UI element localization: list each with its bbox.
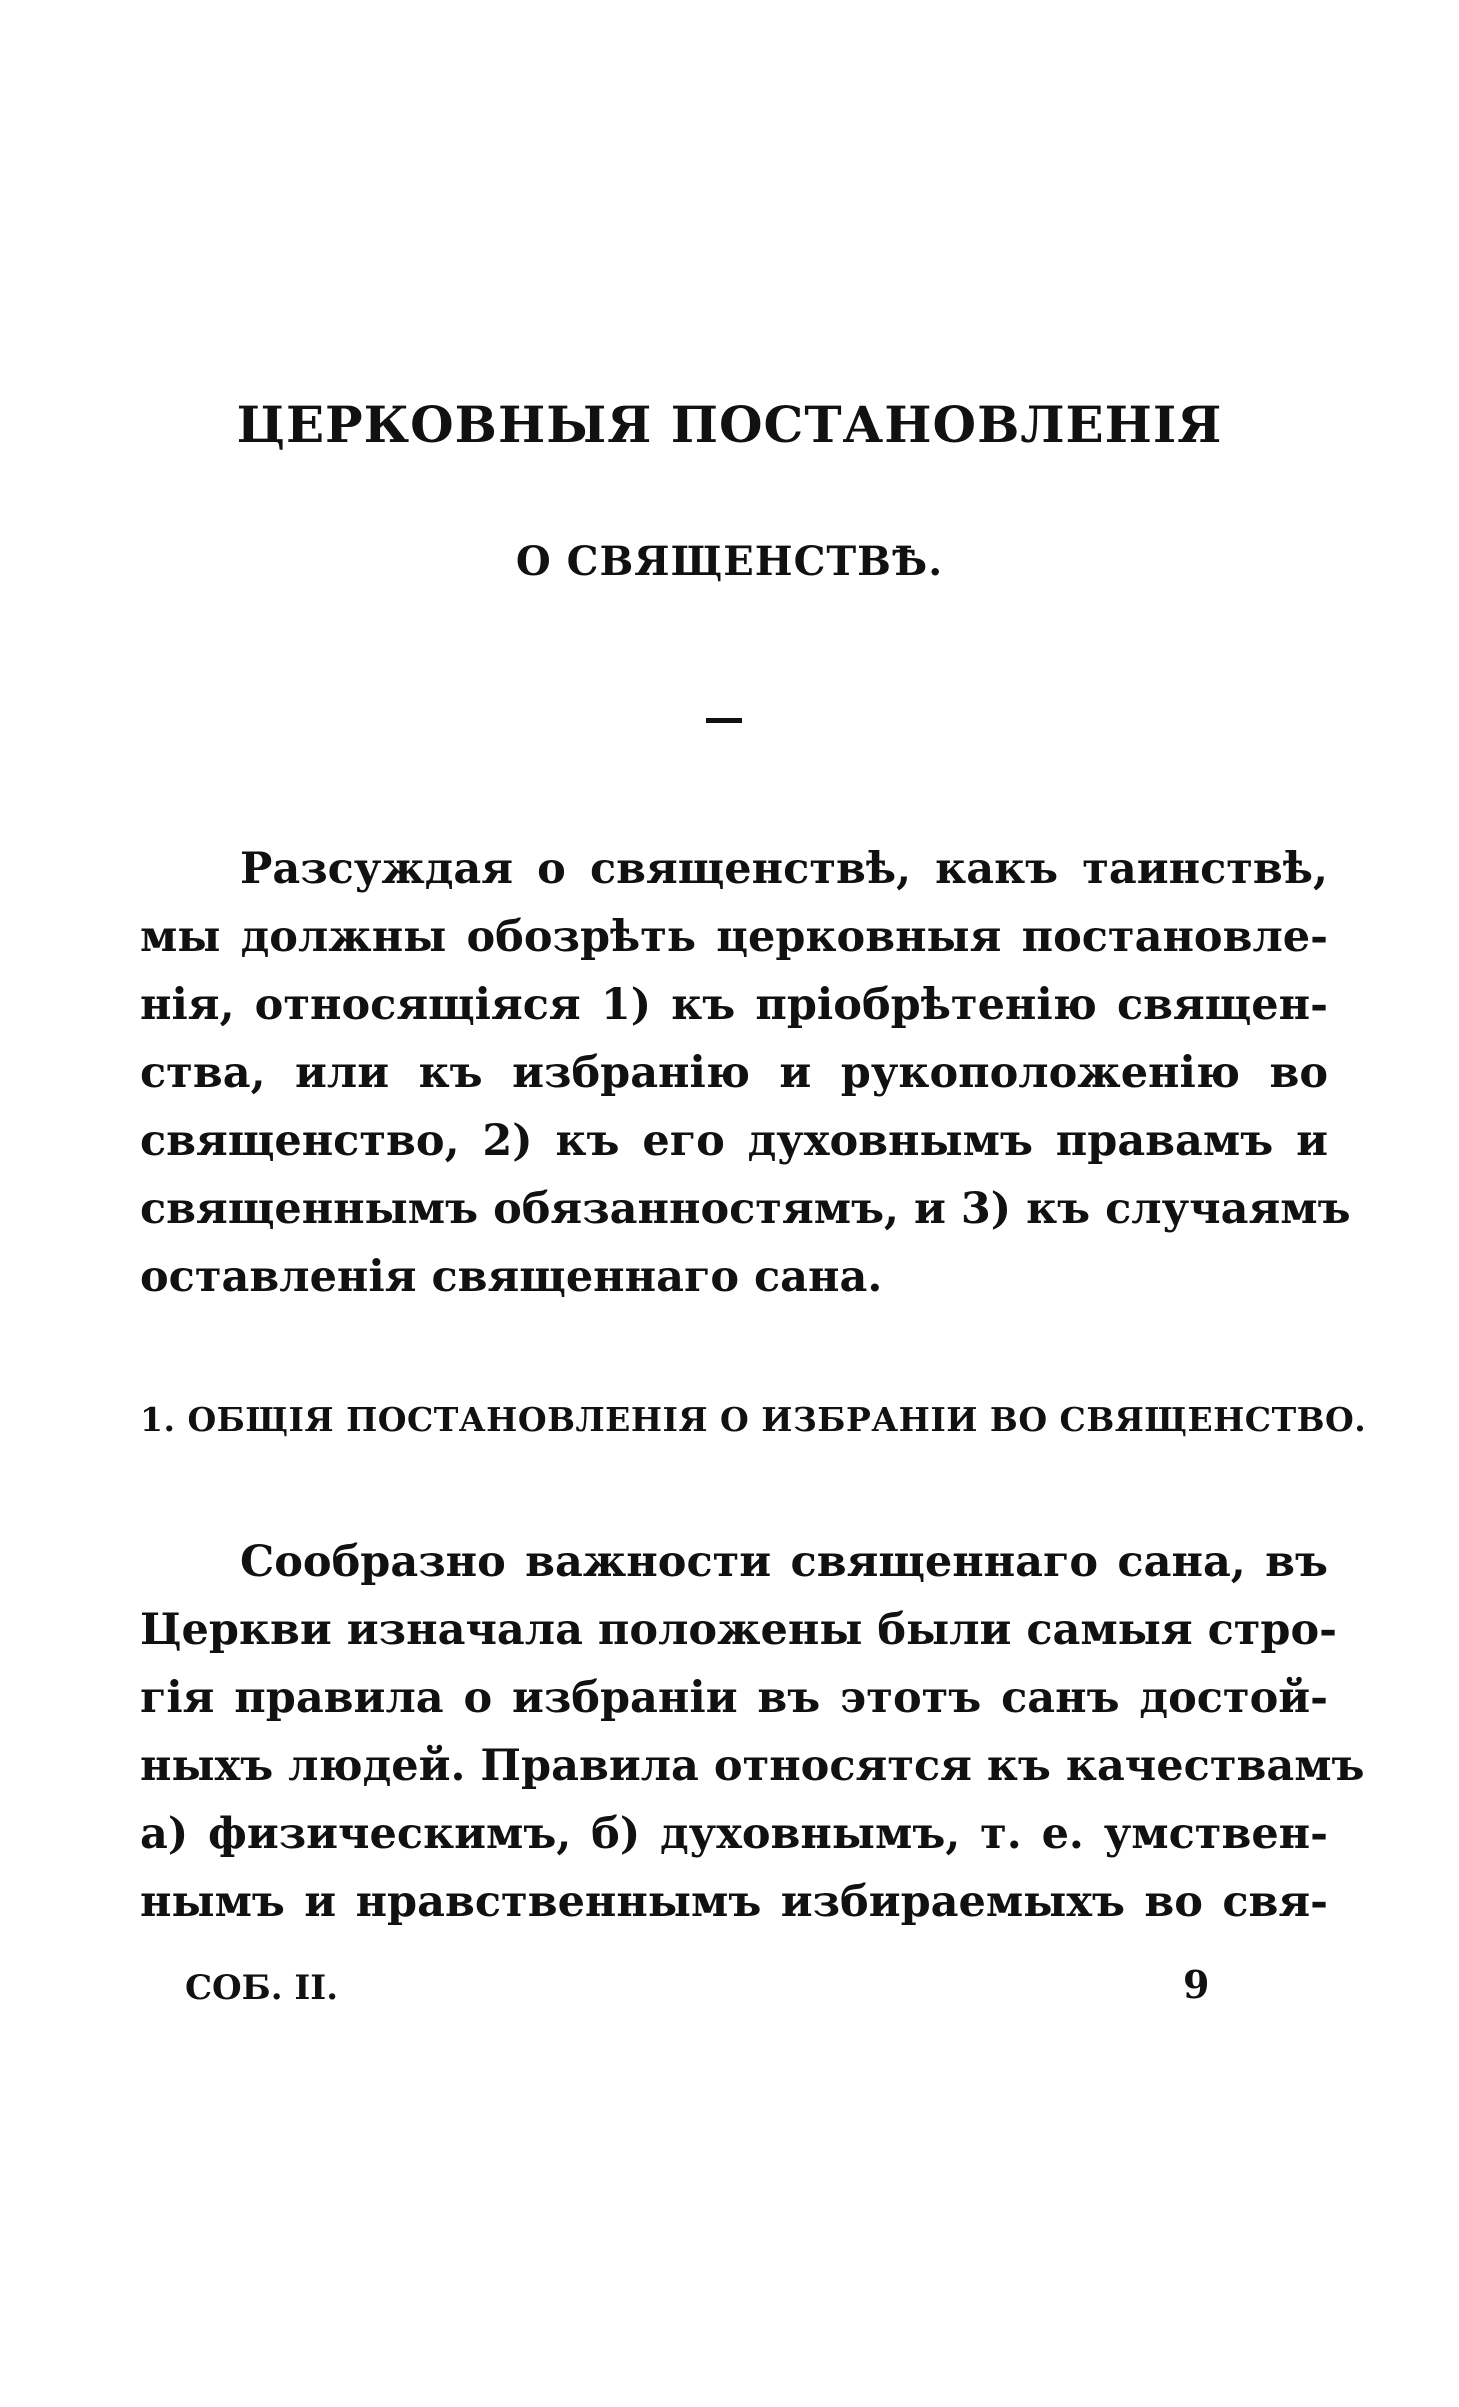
text-line: оставленія священнаго сана.: [140, 1252, 883, 1302]
text-line: ныхъ людей. Правила относятся къ качествамъ: [140, 1741, 1365, 1791]
text-line: гія правила о избраніи въ этотъ санъ достой-: [140, 1673, 1328, 1723]
section-heading: 1. ОБЩІЯ ПОСТАНОВЛЕНІЯ О ИЗБРАНІИ ВО СВЯЩЕНСТВО.: [140, 1400, 1367, 1439]
text-line: нымъ и нравственнымъ избираемыхъ во свя-: [140, 1877, 1328, 1927]
text-line: священство, 2) къ его духовнымъ правамъ и: [140, 1116, 1328, 1166]
page-title: ЦЕРКОВНЫЯ ПОСТАНОВЛЕНІЯ: [236, 395, 1223, 454]
paragraph-selection: [140, 1528, 1365, 1936]
page-number: 9: [1183, 1962, 1210, 2007]
section-divider: [706, 718, 742, 723]
text-line: Сообразно важности священнаго сана, въ: [240, 1537, 1328, 1587]
text-line: Церкви изначала положены были самыя стро-: [140, 1605, 1338, 1655]
text-line: священнымъ обязанностямъ, и 3) къ случаямъ: [140, 1184, 1351, 1234]
text-line: мы должны обозрѣть церковныя постановле-: [140, 912, 1328, 962]
footer-signature: СОБ. II.: [185, 1968, 339, 2008]
text-line: ства, или къ избранію и рукоположенію во: [140, 1048, 1328, 1098]
text-line: Разсуждая о священствѣ, какъ таинствѣ,: [240, 844, 1328, 894]
paragraph-intro: [140, 835, 1351, 1311]
text-line: нія, относящіяся 1) къ пріобрѣтенію священ-: [140, 980, 1328, 1030]
text-line: а) физическимъ, б) духовнымъ, т. е. умствен-: [140, 1809, 1328, 1859]
page-subtitle: О СВЯЩЕНСТВѢ.: [515, 538, 944, 585]
